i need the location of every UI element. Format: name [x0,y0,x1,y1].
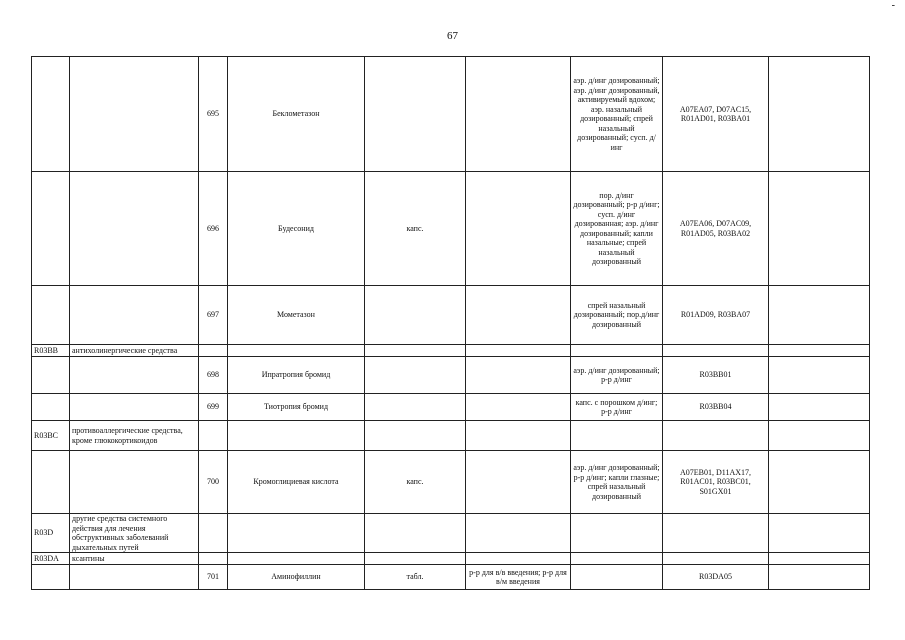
table-row [32,553,870,565]
item-number: 699 [199,394,228,421]
dosage-form: капс. [365,172,466,286]
notes-cell [769,357,870,394]
dosage-forms-list: аэр. д/инг дозированный; р-р д/инг [571,357,663,394]
dosage-forms-list: спрей назальный дозированный; пор.д/инг дозированный [571,286,663,345]
dosage-forms-list: пор. д/инг дозированный; р-р д/инг; сусп. д/инг дозированная; аэр. д/инг дозированный; капли назальные; спрей назальный дозированный [571,172,663,286]
atc-codes [663,514,769,553]
dosage-forms-list [571,565,663,590]
atc-group-name: ксантины [70,553,199,565]
atc-group-name: другие средства системного действия для лечения обструктивных заболеваний дыхательных путей [70,514,199,553]
drug-name: Тиотропия бромид [228,394,365,421]
drug-name: Мометазон [228,286,365,345]
corner-mark: - [891,0,895,11]
dosage-forms-list [571,345,663,357]
dosage-forms-list [571,553,663,565]
atc-codes: A07EA06, D07AC09, R01AD05, R03BA02 [663,172,769,286]
drug-name: Ипратропия бромид [228,357,365,394]
drug-name [228,553,365,565]
item-number: 696 [199,172,228,286]
dosage-form [365,357,466,394]
table-row [32,514,870,553]
notes-cell [769,451,870,514]
atc-group-code: R03BC [32,421,70,451]
item-number: 698 [199,357,228,394]
atc-group-name [70,57,199,172]
notes-cell [769,394,870,421]
atc-group-name: противоаллергические средства, кроме глюкокортикоидов [70,421,199,451]
notes-cell [769,565,870,590]
dosage-form-extra [466,357,571,394]
atc-codes: A07EB01, D11AX17, R01AC01, R03BC01, S01GX01 [663,451,769,514]
atc-group-code [32,286,70,345]
table-row [32,451,870,514]
item-number: 695 [199,57,228,172]
notes-cell [769,286,870,345]
atc-group-code: R03D [32,514,70,553]
dosage-form: капс. [365,451,466,514]
atc-group-code [32,451,70,514]
item-number [199,421,228,451]
table-row [32,565,870,590]
notes-cell [769,421,870,451]
dosage-forms-list [571,421,663,451]
drug-name: Кромоглициевая кислота [228,451,365,514]
dosage-form-extra [466,57,571,172]
dosage-form [365,345,466,357]
atc-group-name [70,357,199,394]
atc-group-code [32,172,70,286]
atc-group-name [70,451,199,514]
dosage-forms-list [571,514,663,553]
atc-codes: A07EA07, D07AC15, R01AD01, R03BA01 [663,57,769,172]
atc-group-name [70,286,199,345]
dosage-form-extra [466,286,571,345]
drug-name: Аминофиллин [228,565,365,590]
atc-group-code [32,57,70,172]
dosage-form-extra [466,421,571,451]
atc-codes [663,421,769,451]
drug-name [228,345,365,357]
drug-name [228,421,365,451]
table-row [32,286,870,345]
atc-group-code: R03DA [32,553,70,565]
dosage-form-extra [466,514,571,553]
dosage-form [365,421,466,451]
notes-cell [769,172,870,286]
dosage-form-extra [466,345,571,357]
atc-group-name [70,565,199,590]
atc-group-name: антихолинергические средства [70,345,199,357]
table-row [32,421,870,451]
atc-codes: R03BB01 [663,357,769,394]
dosage-form [365,57,466,172]
atc-codes: R03BB04 [663,394,769,421]
dosage-form-extra [466,172,571,286]
dosage-form-extra [466,553,571,565]
atc-group-code: R03BB [32,345,70,357]
dosage-form-extra [466,451,571,514]
item-number: 700 [199,451,228,514]
dosage-form: табл. [365,565,466,590]
atc-group-name [70,394,199,421]
table-row [32,172,870,286]
dosage-form [365,553,466,565]
page-number: 67 [447,30,458,42]
drug-name: Беклометазон [228,57,365,172]
table-row [32,345,870,357]
notes-cell [769,553,870,565]
table-row [32,57,870,172]
notes-cell [769,57,870,172]
item-number [199,345,228,357]
atc-group-code [32,565,70,590]
dosage-forms-list: аэр. д/инг дозированный; р-р д/инг; капли глазные; спрей назальный дозированный [571,451,663,514]
dosage-forms-list: капс. с порошком д/инг; р-р д/инг [571,394,663,421]
dosage-forms-list: аэр. д/инг дозированный; аэр. д/инг дозированный, активируемый вдохом; аэр. назальный дозированный; спрей назальный дозированный; сусп. д/инг [571,57,663,172]
item-number [199,553,228,565]
item-number: 701 [199,565,228,590]
notes-cell [769,345,870,357]
drug-table [31,56,870,590]
table-row [32,394,870,421]
atc-codes: R03DA05 [663,565,769,590]
atc-codes: R01AD09, R03BA07 [663,286,769,345]
dosage-form [365,514,466,553]
atc-codes [663,345,769,357]
table-row [32,357,870,394]
notes-cell [769,514,870,553]
atc-group-code [32,394,70,421]
atc-group-code [32,357,70,394]
dosage-form [365,394,466,421]
drug-name: Будесонид [228,172,365,286]
item-number: 697 [199,286,228,345]
dosage-form-extra: р-р для в/в введения; р-р для в/м введения [466,565,571,590]
dosage-form [365,286,466,345]
atc-group-name [70,172,199,286]
item-number [199,514,228,553]
atc-codes [663,553,769,565]
drug-name [228,514,365,553]
dosage-form-extra [466,394,571,421]
